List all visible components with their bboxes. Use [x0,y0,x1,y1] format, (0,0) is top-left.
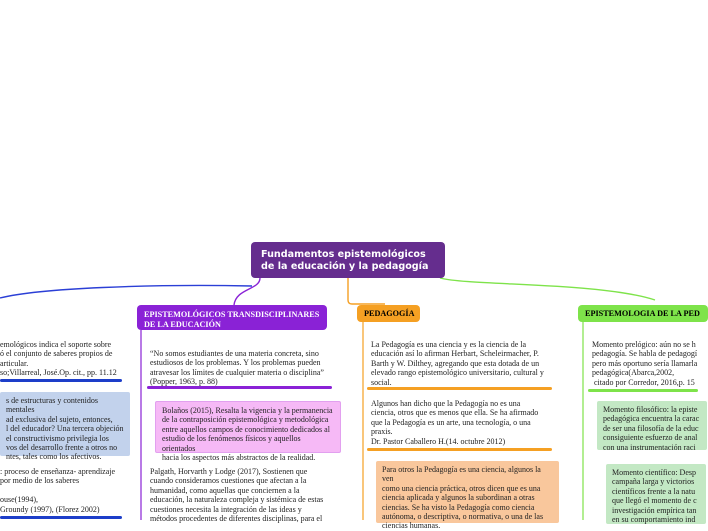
left-node-underline [0,379,122,382]
left-node-soporte[interactable]: emológicos indica el soporte sobre ó el conjunto de saberes propios de articular. so;Villarreal, José.Op. cit., pp. 11.12 [0,340,117,378]
orange-node-underline-2 [367,448,552,451]
green-node-cientifico[interactable]: Momento científico: Desp campaña larga y victorios científicos frente a la natu que llegó el momento de c investigación empírica tan en su comportamiento ind [606,464,706,524]
purple-node-bolanos[interactable]: Bolaños (2015), Resalta la vigencia y la permanencia de la contraposición epistemológica y metodológica entre aquellos campos de conocimiento dedicados al estudio de los fenómenos físicos y aquellos orientados hacia los aspectos más abstractos de la realidad. [155,401,341,453]
purple-node-palgath[interactable]: Palgath, Horvarth y Lodge (2017), Sostienen que cuando consideramos cuestiones que afectan a la humanidad, como aquellas que conciernen a la educación, la naturaleza compleja y sistémica de estas cuestiones necesita la integración de las ideas y métodos procedentes de diferentes disciplinas, para el [150,467,324,524]
left-node-ensenanza[interactable]: : proceso de enseñanza- aprendizaje por medio de los saberes ouse(1994), Groundy (1997), (Florez 2002) [0,467,116,514]
connector-central-green [440,278,655,300]
connector-central-left [0,286,252,299]
orange-node-ciencia-practica[interactable]: Para otros la Pedagogía es una ciencia, algunos la ven como una ciencia práctica, otros dicen que es una ciencia aplicada y algunos la subordinan a otras ciencias. Se ha visto la Pedagogía como ciencia autónoma, o descriptiva, o normativa, o una de las ciencias humanas. [376,461,559,523]
branch-epistemologicos-transdisciplinares[interactable]: EPISTEMOLÓGICOS TRANSDISCIPLINARES DE LA EDUCACIÓN [137,305,327,330]
central-topic[interactable]: Fundamentos epistemológicos de la educación y la pedagogía [251,242,445,278]
branch-pedagogia[interactable]: PEDAGOGÍA [357,305,420,322]
connector-central-purple [234,278,260,305]
orange-node-caballero[interactable]: Algunos han dicho que la Pedagogía no es una ciencia, otros que es menos que ella. Se ha afirmado que la Pedagogía es un arte, una tecnología, o una praxis. Dr. Pastor Caballero H.(14. octubre 2012) [371,399,539,446]
left-node-objecion[interactable]: s de estructuras y contenidos mentales ad exclusiva del sujeto, entonces, l del educador? Una tercera objeción el constructivismo privilegia los vos del desarrollo frente a otros no ntes, tales como los afectivos. [0,392,130,456]
orange-node-underline [367,387,552,390]
connector-central-orange [348,278,385,304]
purple-node-underline [147,386,332,389]
green-node-prelogico[interactable]: Momento prelógico: aún no se h pedagogía. Se habla de pedagogí pero más oportuno sería llamarla pedagógica(Abarca,2002, citado por Corredor, 2016,p. 15 [592,340,698,387]
orange-node-herbart[interactable]: La Pedagogía es una ciencia y es la ciencia de la educación así lo afirman Herbart, Scheleirmacher, P. Barth y W. Dilthey, agregando que esta dotada de un elevado rango epistemológico universitario, cultural y social. [371,340,544,387]
left-node-underline-2 [0,516,122,519]
green-node-filosofico[interactable]: Momento filosófico: la episte pedagógica encuentra la carac de ser una filosofía de la educ consiguiente esfuerzo de anal con una instrumentación raci [597,401,707,450]
green-node-underline [588,389,698,392]
purple-node-popper-quote[interactable]: “No somos estudiantes de una materia concreta, sino estudiosos de los problemas. Y los problemas pueden atravesar los límites de cualquier materia o disciplina” (Popper, 1963, p. 88) [150,349,324,387]
branch-epistemologia-de-la-pedagogia[interactable]: EPISTEMOLOGIA DE LA PED [578,305,708,322]
